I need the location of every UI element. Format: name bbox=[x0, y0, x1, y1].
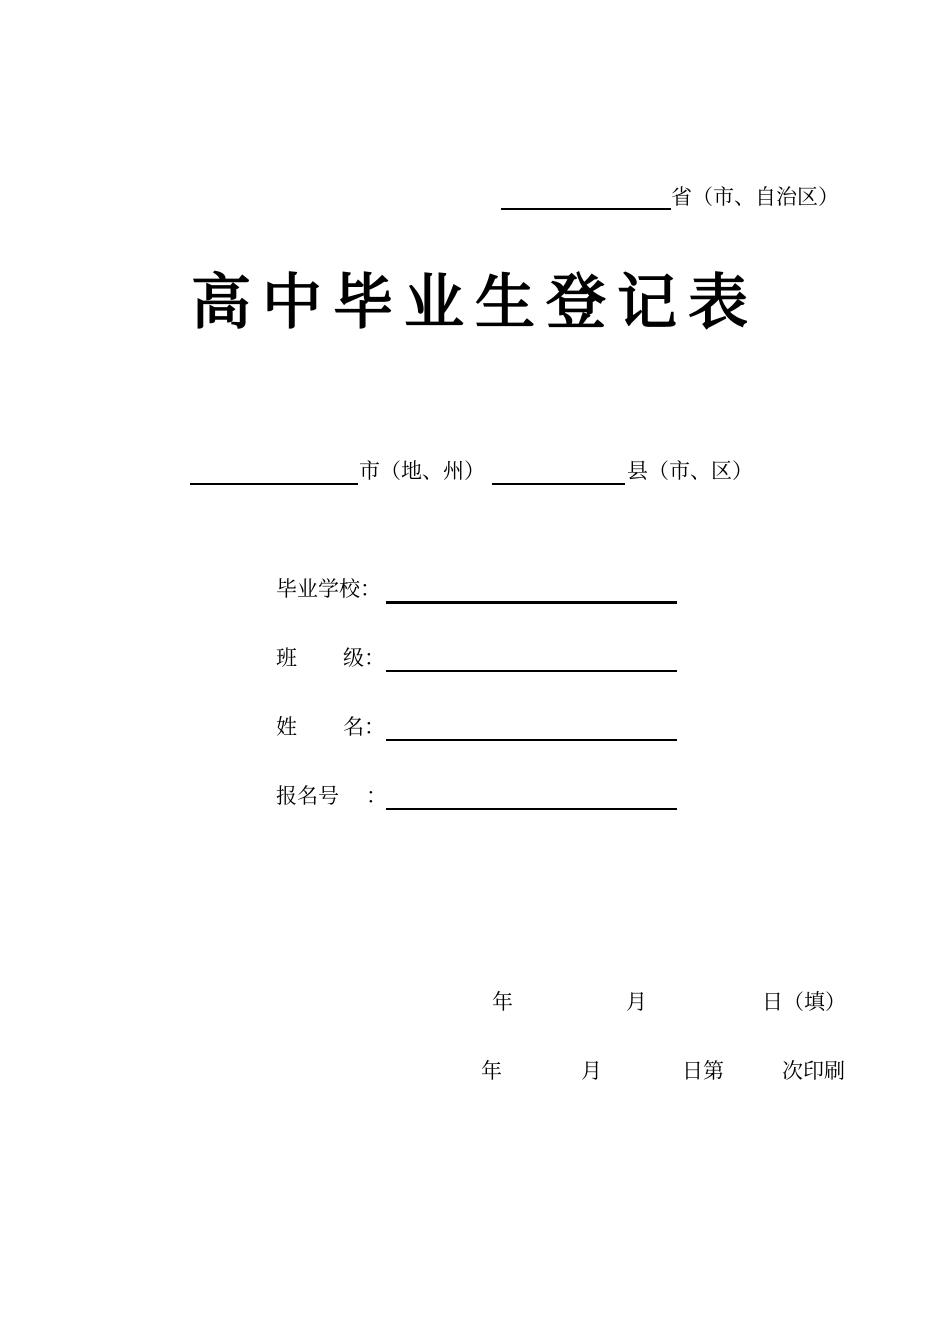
fill-month-label: 月 bbox=[626, 990, 647, 1014]
city-suffix: 市（地、州） bbox=[359, 459, 485, 483]
registration-number-colon: ： bbox=[366, 784, 387, 808]
name-field[interactable] bbox=[386, 739, 677, 741]
province-suffix: 省（市、自治区） bbox=[671, 185, 839, 209]
print-month-label: 月 bbox=[581, 1059, 602, 1083]
fill-day-label: 日（填） bbox=[762, 990, 846, 1014]
fill-year-label: 年 bbox=[492, 990, 513, 1014]
school-label: 毕业学校： bbox=[276, 577, 381, 601]
registration-number-field[interactable] bbox=[386, 808, 677, 810]
class-label-second: 级： bbox=[343, 646, 385, 670]
class-field[interactable] bbox=[386, 670, 677, 672]
county-suffix: 县（市、区） bbox=[627, 459, 753, 483]
print-year-label: 年 bbox=[481, 1059, 502, 1083]
county-blank-line[interactable] bbox=[492, 483, 625, 485]
print-times-label: 次印刷 bbox=[782, 1059, 845, 1083]
city-blank-line[interactable] bbox=[190, 483, 358, 485]
school-field[interactable] bbox=[386, 601, 677, 604]
page-title: 高中毕业生登记表 bbox=[191, 268, 759, 338]
registration-number-label: 报名号 bbox=[276, 784, 339, 808]
name-label-second: 名： bbox=[343, 715, 385, 739]
name-label-first: 姓 bbox=[276, 715, 297, 739]
print-day-edition-label: 日第 bbox=[682, 1059, 724, 1083]
province-blank-line[interactable] bbox=[501, 208, 671, 210]
class-label-first: 班 bbox=[276, 646, 297, 670]
